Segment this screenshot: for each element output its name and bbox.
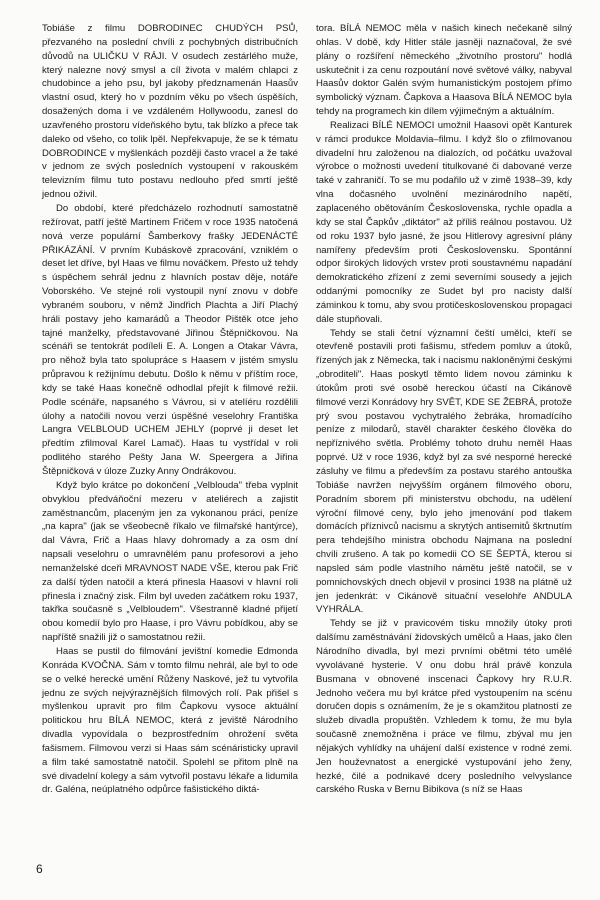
paragraph: tora. BÍLÁ NEMOC měla v našich kinech nečekaně silný ohlas. V době, kdy Hitler stále jasněji naznačoval, že své plány o rozšíření německého „životního prostoru" hodlá uskutečnit i za cenu rozpoutání nové světové války, nabyval Haasův doktor Galén svým humanistickým postojem přímo symbolický význam. Čapkova a Haasova BÍLÁ NEMOC byla tehdy na programech kin dílem výjimečným a aktuálním. (316, 23, 572, 118)
paragraph: Tehdy se již v pravicovém tisku množily útoky proti dalšímu zaměstnávání židovských umělců a Haas, jako člen Národního divadla, byl mezi prvními obětmi této umělé vyvolávané hysterie. V onu dobu hrál právě konzula Busmana v obnovené inscenaci Čapkovy hry R.U.R. Jednoho večera mu byl krátce před vystoupením na scénu doručen dopis s oznámením, že je s okamžitou platností ze služeb divadla propuštěn. Vzhledem k tomu, že mu byla současně znemožněna i práce ve filmu, zbýval mu jen nějakých vyhlídky na uhájení další existence v rodné zemi. Jen houževnatost a energické vystupování jeho ženy, hezké, čilé a podnikavé dcery posledního velvyslance carského Ruska v Bernu Bibikova (s níž se Haas (316, 618, 572, 796)
page-number: 6 (36, 862, 43, 876)
left-column (42, 22, 298, 797)
paragraph: Realizaci BÍLÉ NEMOCI umožnil Haasovi opět Kanturek v rámci produkce Moldavia–filmu. I když šlo o zfilmovanou divadelní hru založenou na dialozích, od počátku uvažoval výrobce o možnosti uvedení titulkované či dabované verze také v zahraničí. To se mu podařilo už v zimě 1938–39, kdy vlna dočasného uvolnění mezinárodního napětí, zaplaceného obětováním Československa, rychle opadla a kdy se stal Čapkův „diktátor" až příliš reálnou postavou. Už od roku 1937 bylo jasné, že jsou Hitlerovy agresivní plány namířeny především proti Československu. Spontánní odpor širokých lidových vrstev proti soustavnému napadání demokratického zřízení z zemi severními sousedy a jejich oddanými pomocníky ze Sudet byl pro nacisty další záminkou k tomu, aby svou protičeskoslovenskou propagaci dále stupňovali. (316, 119, 572, 325)
right-column (316, 22, 572, 797)
paragraph: Tehdy se stali četní významní čeští umělci, kteří se otevřeně postavili proti fašismu, středem pomluv a útoků, řízených jak z Německa, tak i nacismu nakloněnými českými „obroditeli". Haas poskytl těmto lidem novou záminku k útokům proti své osobě hereckou účastí na Cikánově filmové verzi Konrádovy hry SVĚT, KDE SE ŽEBRÁ, protože prý svou postavou vychytralého žebráka, hromadícího peníze z milodarů, stavěl charakter českého člověka do nepříznivého světla. Problémy tohoto druhu neměl Haas poprvé. Už v roce 1936, když byl za své nesporné herecké zásluhy ve filmu a především za postavu starého antouška Tobiáše navržen nejvyšším orgánem filmového oboru, Poradním sborem při ministerstvu obchodu, na udělení výroční filmové ceny, bylo jeho jmenování pod tlakem domácích příznivců nacismu a skrytých antisemitů škrtnutím pera tehdejšího ministra obchodu Najmana na poslední chvíli zrušeno. A tak po komedii CO SE ŠEPTÁ, kterou si napsled sám podle vlastního námětu ještě natočil, se v pomnichovských dnech objevil v prosinci 1938 na plátně už jen jedenkrát: v Cikánově situační veselohře ANDULA VYHRÁLA. (316, 327, 572, 616)
paragraph: Haas se pustil do filmování jevištní komedie Edmonda Konráda KVOČNA. Sám v tomto filmu nehrál, ale byl to ode se o velké herecké umění Růženy Naskové, jež tu vytvořila jednu ze svých nejvýraznějších filmových rolí. Pak přišel s myšlenkou upravit pro film Čapkovu vysoce aktuální politickou hru BÍLÁ NEMOC, která z jeviště Národního divadla vypovídala o bezprostředním ohrožení světa fašismem. Filmovou verzi si Haas sám scénáristicky upravil a film také samostatně natočil. Spolehl se přitom plně na své divadelní kolegy a sám vytvořil postavu lékaře a lidumila dr. Galéna, neúplatného odpůrce fašistického diktá- (42, 645, 298, 796)
paragraph: Tobiáše z filmu DOBRODINEC CHUDÝCH PSŮ, přezvaného na poslední chvíli z pochybných distribučních důvodů na ULIČKU V RÁJI. V osudech zestárlého muže, který nalezne nový smysl a cíl života v malém chlapci z chudobince a jeho psu, byl jakoby předznamenán Haasův vlastní osud, který ho v pozdním věku po všech úspěších, dosažených doma i ve vzdáleném Hollywoodu, zanesl do uzavřeného prostoru vídeňského bytu, tak blízko a přece tak daleko od všeho, co tolik lpěl. Nepřekvapuje, že se k tématu DOBRODINCE v myšlenkách později často vracel a že také v jednom ze svých posledních vystoupení v rakouském televizním filmu tuto postavu nedlouho před smrtí ještě jednou oživil. (42, 23, 298, 201)
paragraph: Do období, které předcházelo rozhodnutí samostatně režírovat, patří ještě Martinem Fričem v roce 1935 natočená nová verze populární Šamberkovy frašky JEDENÁCTÉ PŘIKÁZÁNÍ. V prvním Kubáskově zpracování, vzniklém o deset let dříve, byl Haas ve filmu nováčkem. Přesto už tehdy s úspěchem sehrál jednu z hlavních postav děje, notáře Voborského. Ve stejné roli vystoupil nyní znovu v dobře vybraném souboru, v němž Jindřich Plachta a Jiří Plachý hráli postavy jeho kamarádů a Theodor Pištěk otce jeho tajné manželky, představované Jiřinou Štěpničkovou. Na scénáři se tentokrát podíleli E. A. Longen a Otakar Vávra, pro něhož byla tato spolupráce s Haasem v jistém smyslu průpravou k režijnímu debutu. Došlo k němu v příštím roce, kdy se také Haas konečně odhodlal přejít k filmové režii. Podle scénáře, napsaného s Vávrou, si v atelíéru rozdělili úlohy a natočili novou verzi úspěšné veselohry Františka Langra VELBLOUD UCHEM JEHLY (poprvé ji deset let předtím zfilmoval Karel Lamač). Haas tu vystřídal v roli podlitého starého Pešty Jana W. Speergera a Jiřina Štěpničková v úloze Zuzky Anny Ondrákovou. (42, 202, 298, 477)
paragraph: Když bylo krátce po dokončení „Velblouda" třeba vyplnit obvyklou předváňoční mezeru v ateliérech a zajistit zaměstnancům, placeným jen za vykonanou práci, peníze „na kapra" (jak se všeobecně říkalo ve filmařské hantýrce), dal Vávra, Frič a Haas hlavy dohromady a za osm dní napsali veselohru o umravnělém panu profesorovi a jeho nemanželské dceři MRAVNOST NADE VŠE, kterou pak Frič za další týden natočil a která přinesla Haasovi v hlavní roli přinesla i značný zisk. Film byl uveden začátkem roku 1937, takřka současně s „Velbloudem". Všestranně kladné přijetí obou komedií bylo pro Haase, i pro Vávru pobídkou, aby se napříště snažili již o samostatnou režii. (42, 479, 298, 644)
